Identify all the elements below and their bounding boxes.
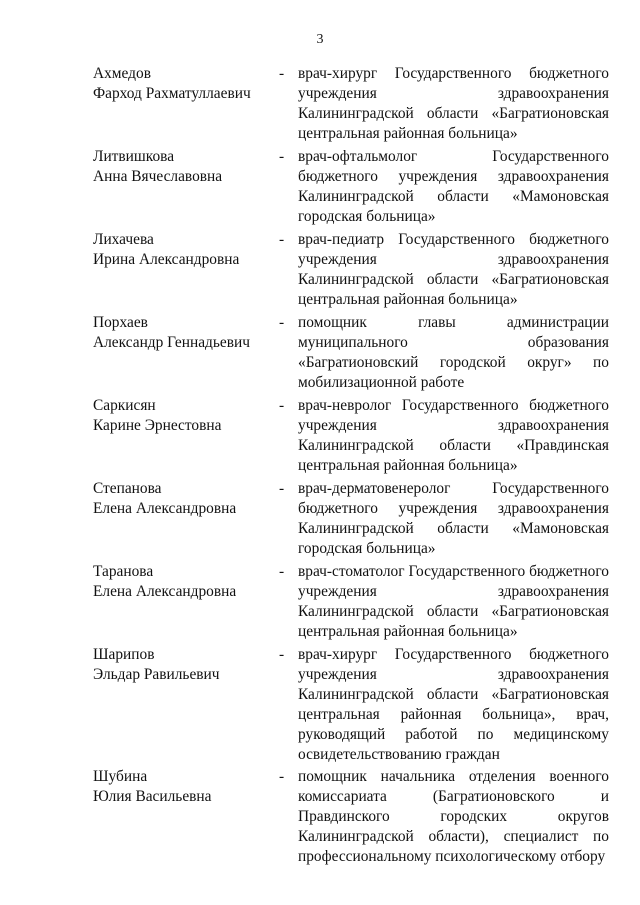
given-names: Карине Эрнестовна [93, 417, 222, 434]
dash-separator: - [279, 646, 285, 663]
surname: Порхаев [93, 314, 148, 331]
dash-separator: - [279, 563, 285, 580]
surname: Таранова [93, 563, 154, 580]
position-description: врач-офтальмолог Государственного бюджетного учреждения здравоохранения Калининградской области «Мамоновская городская больница» [298, 148, 609, 225]
position-description: помощник главы администрации муниципального образования «Багратионовский городской округ» по мобилизационной работе [298, 314, 609, 391]
person-name [93, 64, 273, 104]
position-description: врач-хирург Государственного бюджетного учреждения здравоохранения Калининградской области «Багратионовская центральная районная больница» [298, 65, 609, 142]
given-names: Ирина Александровна [93, 251, 240, 268]
given-names: Эльдар Равильевич [93, 666, 220, 683]
surname: Саркисян [93, 397, 156, 414]
dash-separator: - [279, 231, 285, 248]
person-name [93, 767, 273, 807]
dash-separator: - [279, 314, 285, 331]
page-number: 3 [316, 32, 324, 47]
dash-separator: - [279, 768, 285, 785]
dash-separator: - [279, 148, 285, 165]
given-names: Юлия Васильевна [93, 788, 212, 805]
dash-separator: - [279, 65, 285, 82]
given-names: Елена Александровна [93, 500, 237, 517]
person-name [93, 230, 273, 270]
given-names: Александр Геннадьевич [93, 334, 250, 351]
person-name [93, 562, 273, 602]
surname: Степанова [93, 480, 162, 497]
person-name [93, 313, 273, 353]
person-name [93, 645, 273, 685]
given-names: Фарход Рахматуллаевич [93, 85, 251, 102]
dash-separator: - [279, 480, 285, 497]
surname: Ахмедов [93, 65, 151, 82]
position-description: врач-хирург Государственного бюджетного учреждения здравоохранения Калининградской области «Багратионовская центральная районная больница», врач, руководящий работой по медицинскому освидетельствованию граждан [298, 646, 609, 763]
person-name [93, 396, 273, 436]
person-name [93, 147, 273, 187]
position-description: помощник начальника отделения военного комиссариата (Багратионовского и Правдинского городских округов Калининградской области), специалист по профессиональному психологическому отбору [298, 768, 609, 865]
person-name [93, 479, 273, 519]
position-description: врач-стоматолог Государственного бюджетного учреждения здравоохранения Калининградской области «Багратионовская центральная районная больница» [298, 563, 609, 640]
surname: Шубина [93, 768, 148, 785]
dash-separator: - [279, 397, 285, 414]
surname: Лихачева [93, 231, 154, 248]
position-description: врач-невролог Государственного бюджетного учреждения здравоохранения Калининградской области «Правдинская центральная районная больница» [298, 397, 609, 474]
position-description: врач-дерматовенеролог Государственного бюджетного учреждения здравоохранения Калининградской области «Мамоновская городская больница» [298, 480, 609, 557]
given-names: Анна Вячеславовна [93, 168, 223, 185]
surname: Шарипов [93, 646, 155, 663]
given-names: Елена Александровна [93, 583, 237, 600]
position-description: врач-педиатр Государственного бюджетного учреждения здравоохранения Калининградской области «Багратионовская центральная районная больница» [298, 231, 609, 308]
surname: Литвишкова [93, 148, 175, 165]
